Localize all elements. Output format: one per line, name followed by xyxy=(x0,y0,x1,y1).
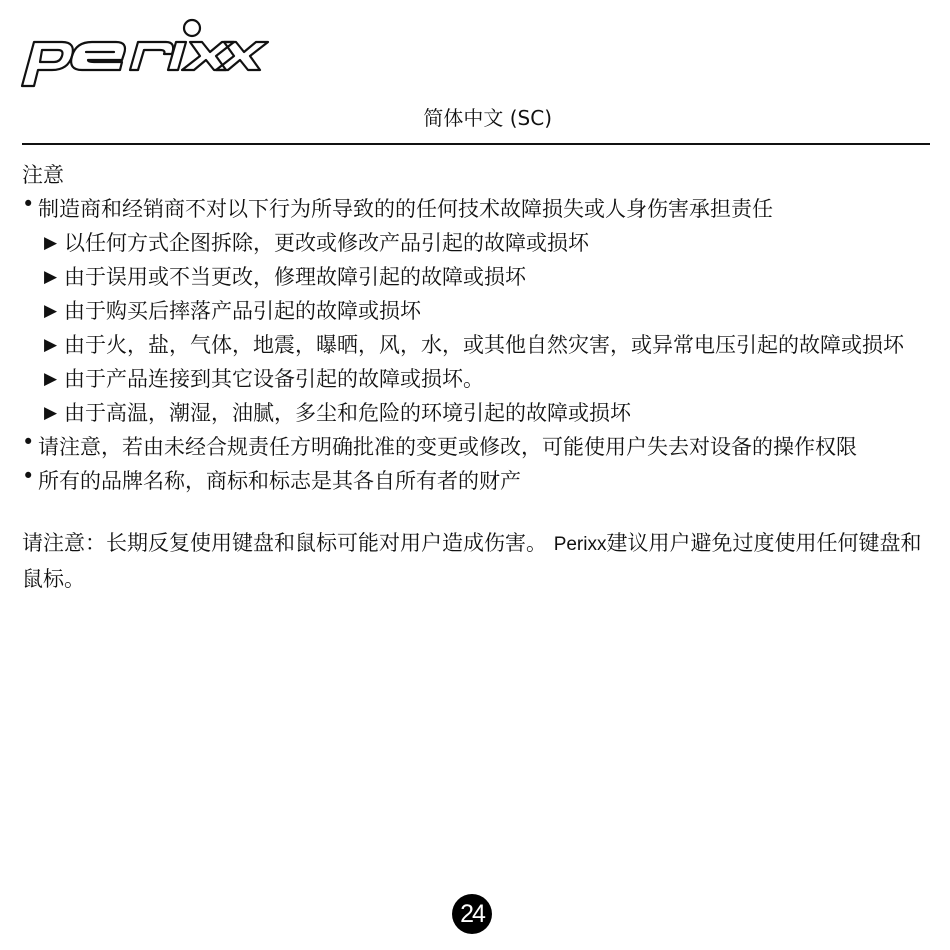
list-item xyxy=(22,464,942,498)
sub-text: 以任何方式企图拆除，更改或修改产品引起的故障或损坏 xyxy=(64,231,589,255)
warning-label: 请注意： xyxy=(22,531,106,555)
arrow-icon: ▶ xyxy=(44,335,58,355)
header-divider xyxy=(22,143,930,145)
bullet-mark: • xyxy=(22,430,35,454)
page-number: 24 xyxy=(452,894,492,934)
warning-text: 长期反复使用键盘和鼠标可能对用户造成伤害。 xyxy=(106,531,547,555)
arrow-icon: ▶ xyxy=(44,301,58,321)
bullet-text: 制造商和经销商不对以下行为所导致的的任何技术故障损失或人身伤害承担责任 xyxy=(38,197,773,221)
bullet-text: 所有的品牌名称，商标和标志是其各自所有者的财产 xyxy=(38,469,521,493)
bullet-text: 请注意，若由未经合规责任方明确批准的变更或修改，可能使用户失去对设备的操作权限 xyxy=(38,435,857,459)
sub-text: 由于购买后摔落产品引起的故障或损坏 xyxy=(64,299,421,323)
sub-list-item xyxy=(22,396,942,430)
warning-rest: 建议用户避免过度使用任何键盘和鼠标。 xyxy=(22,531,922,591)
arrow-icon: ▶ xyxy=(44,267,58,287)
perixx-logo xyxy=(18,18,272,92)
arrow-icon: ▶ xyxy=(44,233,58,253)
sub-text: 由于误用或不当更改，修理故障引起的故障或损坏 xyxy=(64,265,526,289)
perixx-logo-icon xyxy=(18,18,272,92)
sub-list-item xyxy=(22,260,942,294)
sub-list-item xyxy=(22,362,942,396)
bullet-mark: • xyxy=(22,192,35,216)
sub-text: 由于高温，潮湿，油腻，多尘和危险的环境引起的故障或损坏 xyxy=(64,401,631,425)
sub-text: 由于火，盐，气体，地震，曝晒，风，水，或其他自然灾害，或异常电压引起的故障或损坏 xyxy=(64,333,904,357)
language-label: 简体中文 (SC) xyxy=(423,106,552,130)
sub-text: 由于产品连接到其它设备引起的故障或损坏。 xyxy=(64,367,484,391)
sub-list-item xyxy=(22,328,942,362)
usage-warning xyxy=(22,526,922,596)
bullet-mark: • xyxy=(22,464,35,488)
list-item xyxy=(22,430,942,464)
sub-list-item xyxy=(22,226,942,260)
arrow-icon: ▶ xyxy=(44,369,58,389)
list-item xyxy=(22,192,942,226)
warning-brand: Perixx xyxy=(553,534,607,555)
sub-list-item xyxy=(22,294,942,328)
notice-section xyxy=(22,158,942,596)
notice-heading: 注意 xyxy=(22,163,64,187)
arrow-icon: ▶ xyxy=(44,403,58,423)
